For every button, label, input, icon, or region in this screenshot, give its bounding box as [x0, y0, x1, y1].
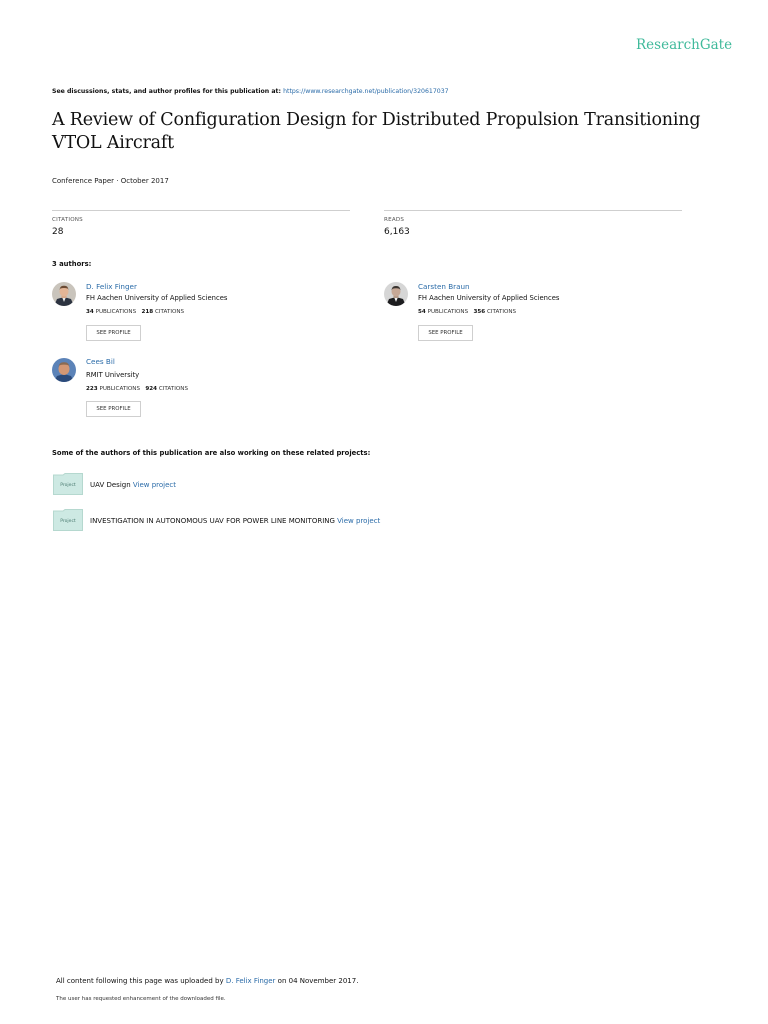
see-discussions-line — [52, 88, 449, 95]
author-name-link[interactable]: Cees Bil — [86, 357, 115, 366]
view-project-link[interactable]: View project — [132, 481, 177, 489]
publications-count: 223 — [86, 386, 98, 392]
author-stats — [86, 386, 188, 392]
author-photo-icon — [52, 282, 76, 306]
citations-label: CITATIONS — [158, 386, 188, 392]
publication-url-link[interactable]: https://www.researchgate.net/publication/320617037 — [283, 88, 449, 95]
project-folder-label: Project — [60, 483, 76, 488]
publications-count: 34 — [86, 309, 94, 315]
citations-divider — [52, 210, 350, 211]
view-project-link[interactable]: View project — [337, 517, 381, 525]
uploader-link[interactable]: D. Felix Finger — [225, 977, 276, 985]
reads-value: 6,163 — [384, 227, 410, 237]
reads-label: READS — [384, 217, 405, 223]
project-name: INVESTIGATION IN AUTONOMOUS UAV FOR POWER LINE MONITORING — [90, 517, 335, 525]
citations-count: 924 — [145, 386, 158, 392]
publications-label: PUBLICATIONS — [427, 309, 469, 315]
related-projects-heading: Some of the authors of this publication are also working on these related projects: — [52, 449, 371, 457]
uploaded-by-line — [56, 977, 358, 985]
author-photo-icon — [384, 282, 408, 306]
author-stats — [86, 309, 184, 315]
avatar[interactable] — [52, 282, 76, 306]
avatar[interactable] — [384, 282, 408, 306]
citations-label: CITATIONS — [154, 309, 185, 315]
uploaded-prefix: All content following this page was uploaded by — [56, 977, 224, 985]
see-profile-button[interactable]: SEE PROFILE — [86, 401, 141, 417]
project-folder-icon[interactable] — [53, 473, 83, 495]
author-institution: FH Aachen University of Applied Sciences — [86, 294, 228, 302]
author-photo-icon — [52, 358, 76, 382]
citations-label: CITATIONS — [52, 217, 83, 223]
authors-heading: 3 authors: — [52, 260, 92, 268]
citations-value: 28 — [52, 227, 64, 237]
page-title: A Review of Configuration Design for Distributed Propulsion Transitioning VTOL Aircraft — [52, 110, 701, 153]
citations-count: 218 — [141, 309, 154, 315]
enhancement-note: The user has requested enhancement of the downloaded file. — [56, 996, 226, 1002]
publications-label: PUBLICATIONS — [99, 386, 141, 392]
publication-type-date: Conference Paper · October 2017 — [52, 177, 169, 185]
uploaded-suffix: on 04 November 2017. — [277, 977, 359, 985]
project-name: UAV Design — [90, 481, 131, 489]
project-folder-icon[interactable] — [53, 509, 83, 531]
citations-label: CITATIONS — [486, 309, 517, 315]
citations-count: 356 — [473, 309, 486, 315]
author-stats — [418, 309, 516, 315]
project-item — [90, 517, 380, 525]
project-folder-label: Project — [60, 519, 76, 524]
publications-count: 54 — [418, 309, 426, 315]
see-discussions-text: See discussions, stats, and author profiles for this publication at: — [52, 88, 281, 95]
reads-divider — [384, 210, 682, 211]
author-name-link[interactable]: Carsten Braun — [418, 282, 470, 291]
publications-label: PUBLICATIONS — [95, 309, 137, 315]
author-name-link[interactable]: D. Felix Finger — [86, 282, 137, 291]
project-item — [90, 481, 176, 489]
researchgate-logo[interactable]: ResearchGate — [636, 37, 733, 53]
avatar[interactable] — [52, 358, 76, 382]
author-institution: RMIT University — [86, 371, 140, 379]
see-profile-button[interactable]: SEE PROFILE — [86, 325, 141, 341]
see-profile-button[interactable]: SEE PROFILE — [418, 325, 473, 341]
author-institution: FH Aachen University of Applied Sciences — [418, 294, 560, 302]
